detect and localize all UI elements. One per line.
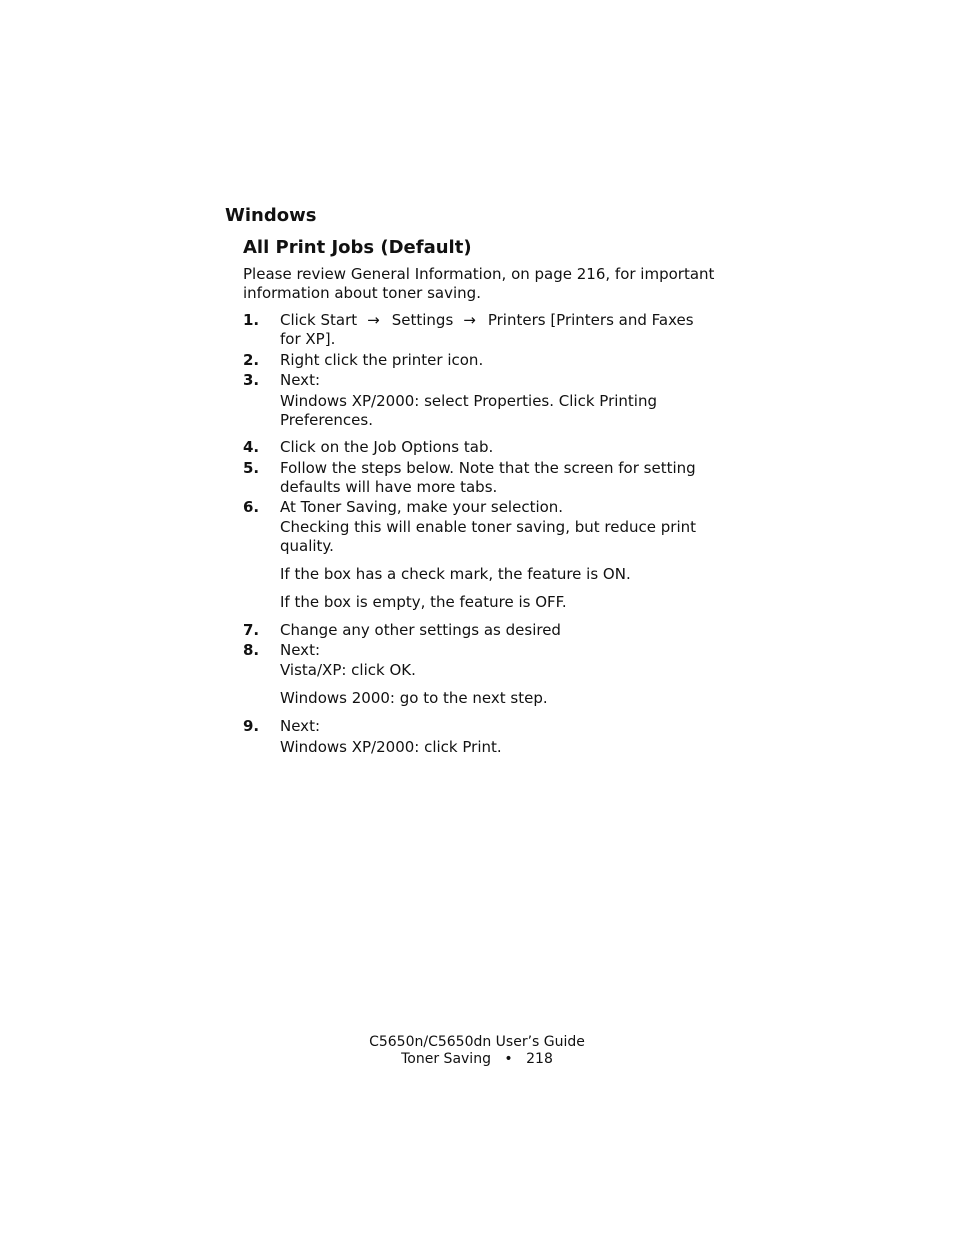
step-3-text: Next: (280, 371, 320, 389)
step-5-number: 5. (243, 459, 260, 477)
step-7-text: Change any other settings as desired (280, 621, 561, 639)
step-5-line-1: Follow the steps below. Note that the screen for setting (280, 459, 696, 477)
step-1-start: Click Start (280, 311, 358, 329)
step-3-detail-line-1: Windows XP/2000: select Properties. Click Printing (280, 392, 657, 410)
arrow-right-icon: → (463, 311, 476, 329)
step-8-number: 8. (243, 641, 260, 659)
step-4-number: 4. (243, 438, 260, 456)
step-8-detail-2: Windows 2000: go to the next step. (280, 689, 548, 707)
footer-section-page (0, 1050, 954, 1068)
step-2-text: Right click the printer icon. (280, 351, 484, 369)
step-2-number: 2. (243, 351, 260, 369)
step-6-detail-line-2: quality. (280, 537, 334, 555)
subsection-title: All Print Jobs (Default) (243, 237, 472, 258)
step-7-number: 7. (243, 621, 260, 639)
step-1-line-2: for XP]. (280, 330, 336, 348)
step-9-number: 9. (243, 717, 260, 735)
section-title: Windows (225, 205, 317, 226)
step-3-detail (280, 392, 657, 430)
step-5-text (280, 459, 696, 497)
intro-paragraph (243, 265, 714, 303)
arrow-right-icon: → (367, 311, 380, 329)
step-9-detail: Windows XP/2000: click Print. (280, 738, 502, 756)
step-3-number: 3. (243, 371, 260, 389)
step-6-on-note: If the box has a check mark, the feature is ON. (280, 565, 631, 583)
step-8-text: Next: (280, 641, 320, 659)
step-4-text: Click on the Job Options tab. (280, 438, 494, 456)
footer-section: Toner Saving (401, 1051, 491, 1067)
step-1-printers: Printers [Printers and Faxes (487, 311, 694, 329)
step-1-settings: Settings (391, 311, 454, 329)
step-5-line-2: defaults will have more tabs. (280, 478, 498, 496)
intro-line-2: information about toner saving. (243, 284, 481, 302)
step-8-detail-1: Vista/XP: click OK. (280, 661, 416, 679)
step-6-detail-line-1: Checking this will enable toner saving, but reduce print (280, 518, 697, 536)
intro-line-1: Please review General Information, on page 216, for important (243, 265, 715, 283)
step-1-number: 1. (243, 311, 260, 329)
step-6-text: At Toner Saving, make your selection. (280, 498, 564, 516)
step-6-detail (280, 518, 696, 556)
step-6-number: 6. (243, 498, 260, 516)
step-1-text (280, 311, 694, 349)
step-6-off-note: If the box is empty, the feature is OFF. (280, 593, 567, 611)
footer-guide-title: C5650n/C5650dn User’s Guide (369, 1034, 585, 1050)
step-3-detail-line-2: Preferences. (280, 411, 373, 429)
footer-bullet: • (504, 1051, 513, 1067)
footer-page-number: 218 (526, 1051, 553, 1067)
step-9-text: Next: (280, 717, 320, 735)
